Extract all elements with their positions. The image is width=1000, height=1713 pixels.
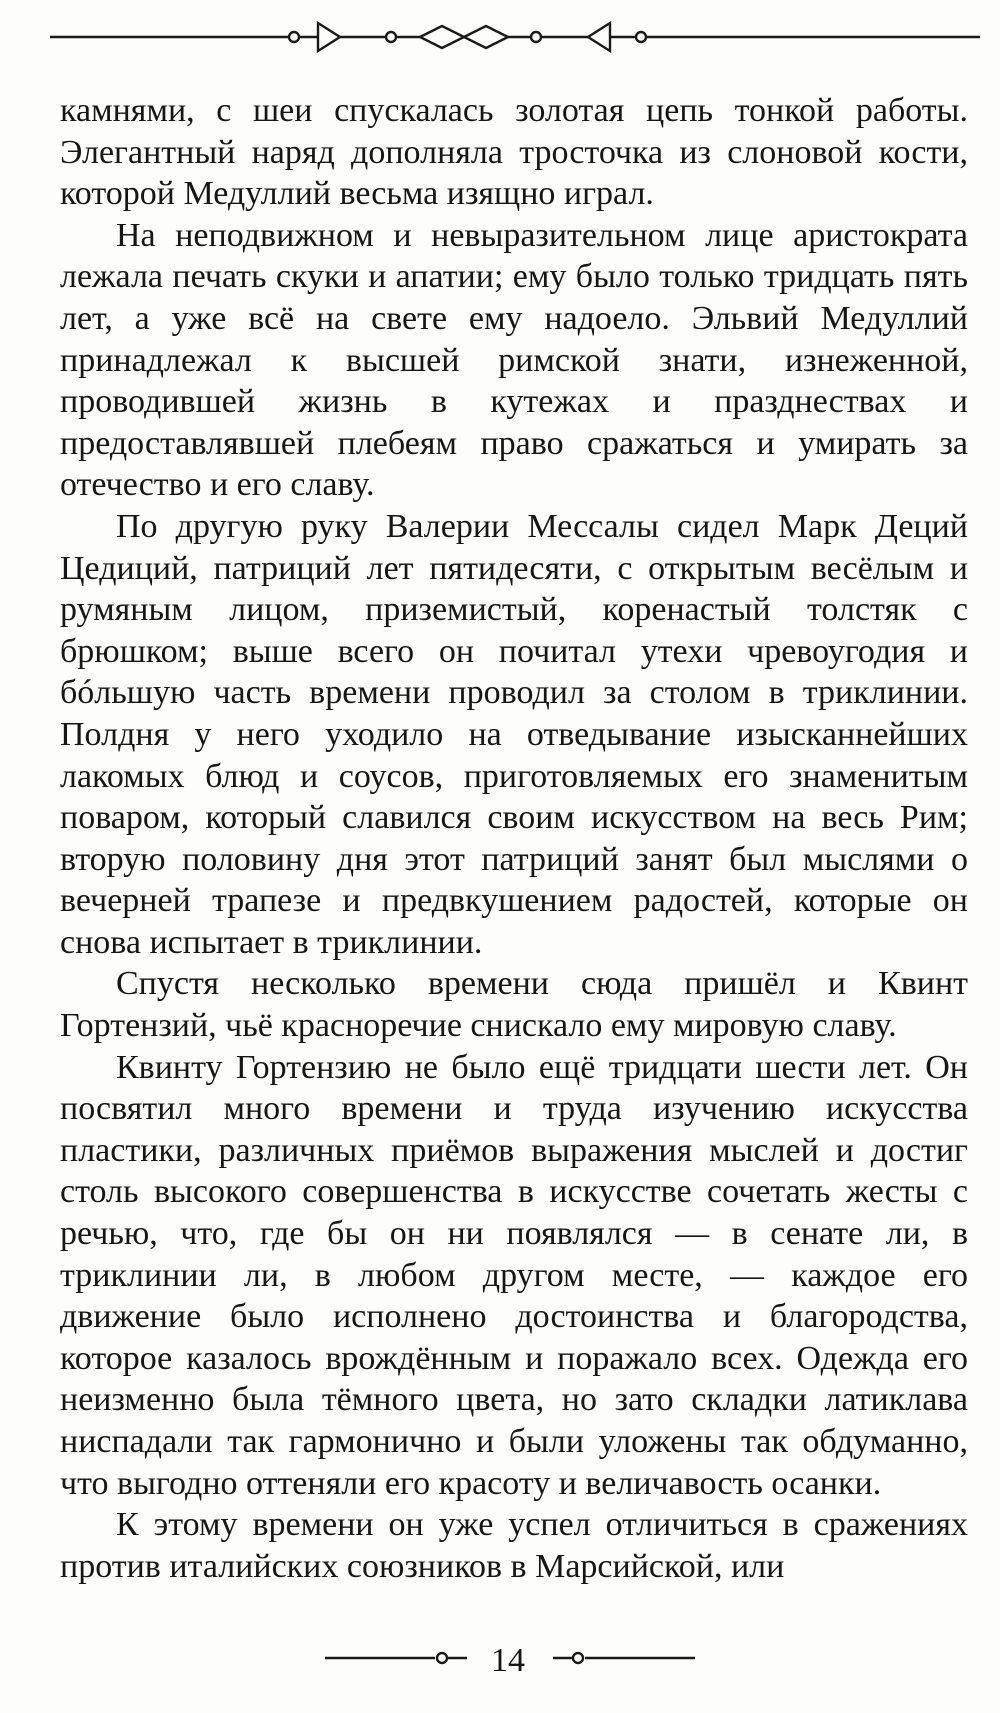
paragraph-3: По другую руку Валерии Мессалы сидел Марк Деций Цедиций, патриций лет пятидесяти, с открытым весёлым и румяным лицом, приземистый, коренастый толстяк с брюшком; выше всего он почитал утехи чревоугодия и бóльшую часть времени проводил за столом в триклинии. Полдня у него уходило на отведывание изысканнейших лакомых блюд и соусов, приготовляемых его знаменитым поваром, который славился своим искусством на весь Рим; вторую половину дня этот патриций занят был мыслями о вечерней трапезе и предвкушением радостей, которые он снова испытает в триклинии. [60,507,968,961]
footer-left-ornament [325,1636,475,1676]
paragraph-5: Квинту Гортензию не было ещё тридцати шести лет. Он посвятил много времени и труда изучению искусства пластики, различных приёмов выражения мыслей и достиг столь высокого совершенства в искусстве сочетать жесты с речью, что, где бы он ни появлялся — в сенате ли, в триклинии ли, в любом другом месте, — каждое его движение было исполнено достоинства и благородства, которое казалось врождённым и поражало всех. Одежда его неизменно была тёмного цвета, но зато складки латиклава ниспадали так гармонично и были уложены так обдуманно, что выгодно оттеняли его красоту и величавость осанки. [60,1048,968,1502]
top-ornament-divider [50,14,980,60]
page-number: 14 [491,1642,525,1679]
paragraph-2: На неподвижном и невыразительном лице аристократа лежала печать скуки и апатии; ему было только тридцать пять лет, а уже всё на свете ему надоело. Эльвий Медуллий принадлежал к высшей римской знати, изнеженной, проводившей жизнь в кутежах и празднествах и предоставлявшей плебеям право сражаться и умирать за отечество и его славу. [60,216,968,504]
paragraph-6: К этому времени он уже успел отличиться в сражениях против италийских союзников в Марсийской, или [60,1506,968,1585]
body-text [60,90,968,1587]
footer-right-ornament [545,1636,695,1676]
paragraph-1: камнями, с шеи спускалась золотая цепь тонкой работы. Элегантный наряд дополняла тросточка из слоновой кости, которой Медуллий весьма изящно играл. [60,92,968,213]
paragraph-4: Спустя несколько времени сюда пришёл и Квинт Гортензий, чьё красноречие снискало ему мировую славу. [60,965,968,1045]
